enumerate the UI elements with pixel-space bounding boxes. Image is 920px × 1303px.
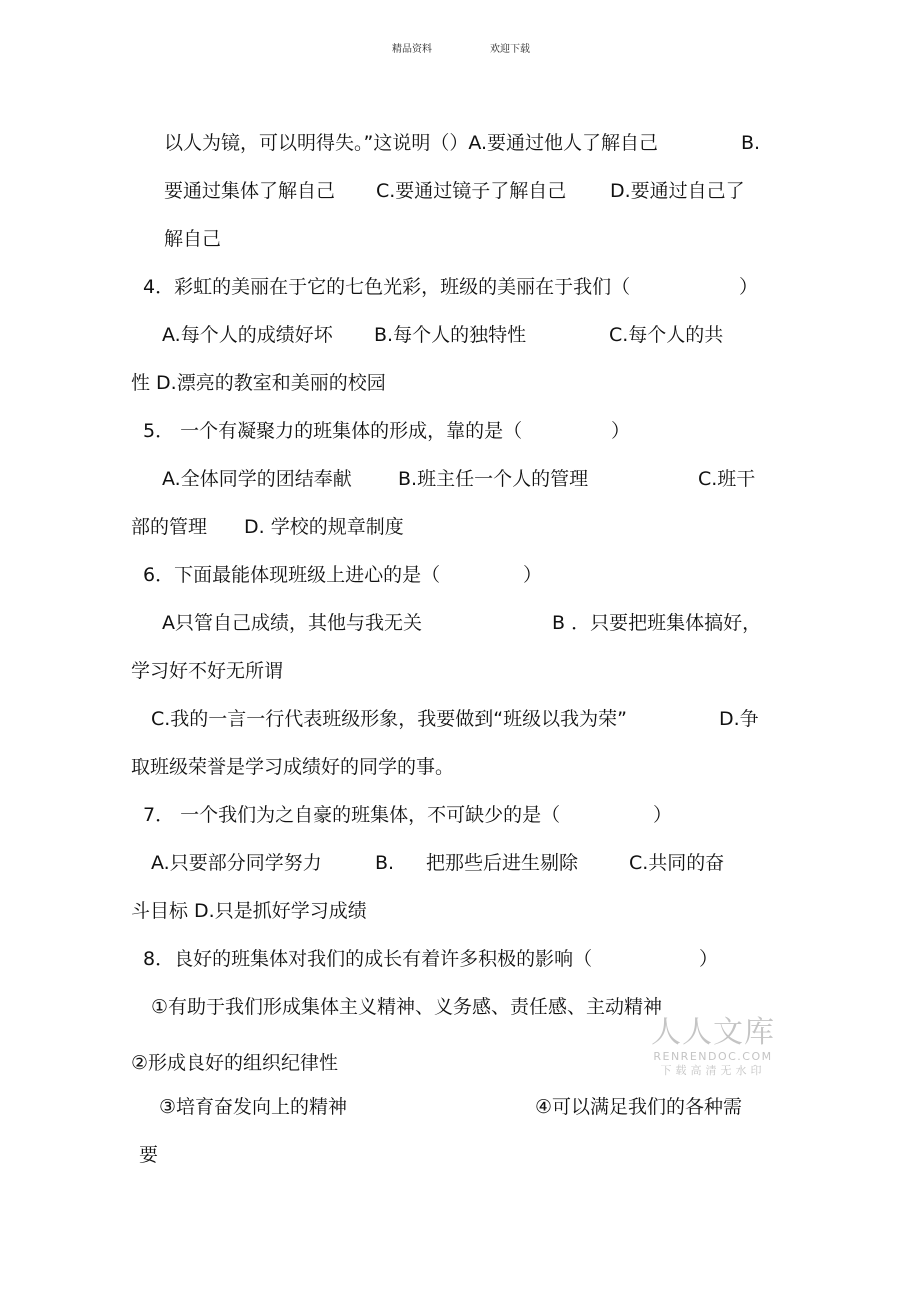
watermark-logo: 人人文库: [651, 1015, 775, 1050]
line-seg: D.争: [719, 708, 759, 730]
line-seg: D. 学校的规章制度: [244, 516, 404, 538]
text-line: [131, 659, 283, 683]
line-seg: 取班级荣誉是学习成绩好的同学的事。: [131, 756, 455, 778]
line-seg: A.每个人的成绩好坏: [162, 324, 333, 346]
line-seg: C.每个人的共: [609, 324, 724, 346]
line-seg: 斗目标 D.只是抓好学习成绩: [131, 900, 367, 922]
line-seg: B.: [375, 852, 395, 874]
line-seg: A.全体同学的团结奉献: [162, 468, 352, 490]
line-seg: 要通过集体了解自己: [164, 180, 336, 202]
line-seg: 以人为镜，可以明得失。”这说明（）A.要通过他人了解自己: [164, 132, 659, 154]
question-line: [143, 563, 743, 587]
line-seg: ）: [653, 804, 673, 826]
watermark-tagline: 下载高清无水印: [660, 1064, 766, 1077]
text-line: [131, 515, 531, 539]
text-line: [164, 131, 764, 155]
line-seg: 7． 一个我们为之自豪的班集体，不可缺少的是（: [143, 804, 561, 826]
text-line: [164, 227, 221, 251]
line-seg: 把那些后进生剔除: [426, 852, 579, 874]
line-seg: B ．只要把班集体搞好，: [552, 612, 762, 634]
line-seg: 5． 一个有凝聚力的班集体的形成，靠的是（: [143, 420, 523, 442]
line-seg: C.班干: [698, 468, 756, 490]
text-line: [151, 707, 763, 731]
line-seg: ③培育奋发向上的精神: [159, 1096, 348, 1118]
watermark-site: RENRENDOC.COM: [653, 1050, 773, 1063]
line-seg: 6．下面最能体现班级上进心的是（: [143, 564, 441, 586]
line-seg: ）: [523, 564, 543, 586]
line-seg: B.: [741, 132, 761, 154]
line-seg: C.共同的奋: [629, 852, 725, 874]
line-seg: ②形成良好的组织纪律性: [131, 1052, 339, 1074]
text-line: [151, 995, 662, 1019]
text-line: [151, 851, 763, 875]
line-seg: 性 D.漂亮的教室和美丽的校园: [131, 372, 386, 394]
line-seg: 8．良好的班集体对我们的成长有着许多积极的影响（: [143, 948, 593, 970]
line-seg: ）: [739, 276, 759, 298]
line-seg: D.要通过自己了: [610, 180, 745, 202]
header-left: 精品资料: [392, 44, 432, 55]
question-line: [143, 419, 763, 443]
line-seg: 部的管理: [131, 516, 208, 538]
text-line: [131, 755, 454, 779]
line-seg: 要: [139, 1144, 159, 1166]
line-seg: A.只要部分同学努力: [151, 852, 322, 874]
question-line: [143, 275, 763, 299]
line-seg: C.我的一言一行代表班级形象，我要做到“班级以我为荣”: [151, 708, 627, 730]
text-line: [162, 611, 762, 635]
line-seg: A只管自己成绩，其他与我无关: [162, 612, 422, 634]
text-line: [131, 1051, 338, 1075]
line-seg: 学习好不好无所谓: [131, 660, 284, 682]
line-seg: C.要通过镜子了解自己: [376, 180, 567, 202]
text-line: [131, 899, 367, 923]
header-right: 欢迎下载: [490, 44, 530, 55]
text-line: [162, 323, 762, 347]
line-seg: ）: [611, 420, 631, 442]
line-seg: 4．彩虹的美丽在于它的七色光彩，班级的美丽在于我们（: [143, 276, 631, 298]
text-line: [131, 371, 386, 395]
question-line: [143, 803, 763, 827]
line-seg: ）: [699, 948, 719, 970]
text-line: [164, 179, 764, 203]
watermark: [648, 1016, 778, 1078]
line-seg: ④可以满足我们的各种需: [535, 1096, 743, 1118]
line-seg: B.班主任一个人的管理: [398, 468, 589, 490]
question-line: [143, 947, 763, 971]
text-line: [159, 1095, 759, 1119]
text-line: [139, 1143, 158, 1167]
line-seg: 解自己: [164, 228, 222, 250]
line-seg: ①有助于我们形成集体主义精神、义务感、责任感、主动精神: [151, 996, 663, 1018]
line-seg: B.每个人的独特性: [374, 324, 527, 346]
text-line: [162, 467, 762, 491]
